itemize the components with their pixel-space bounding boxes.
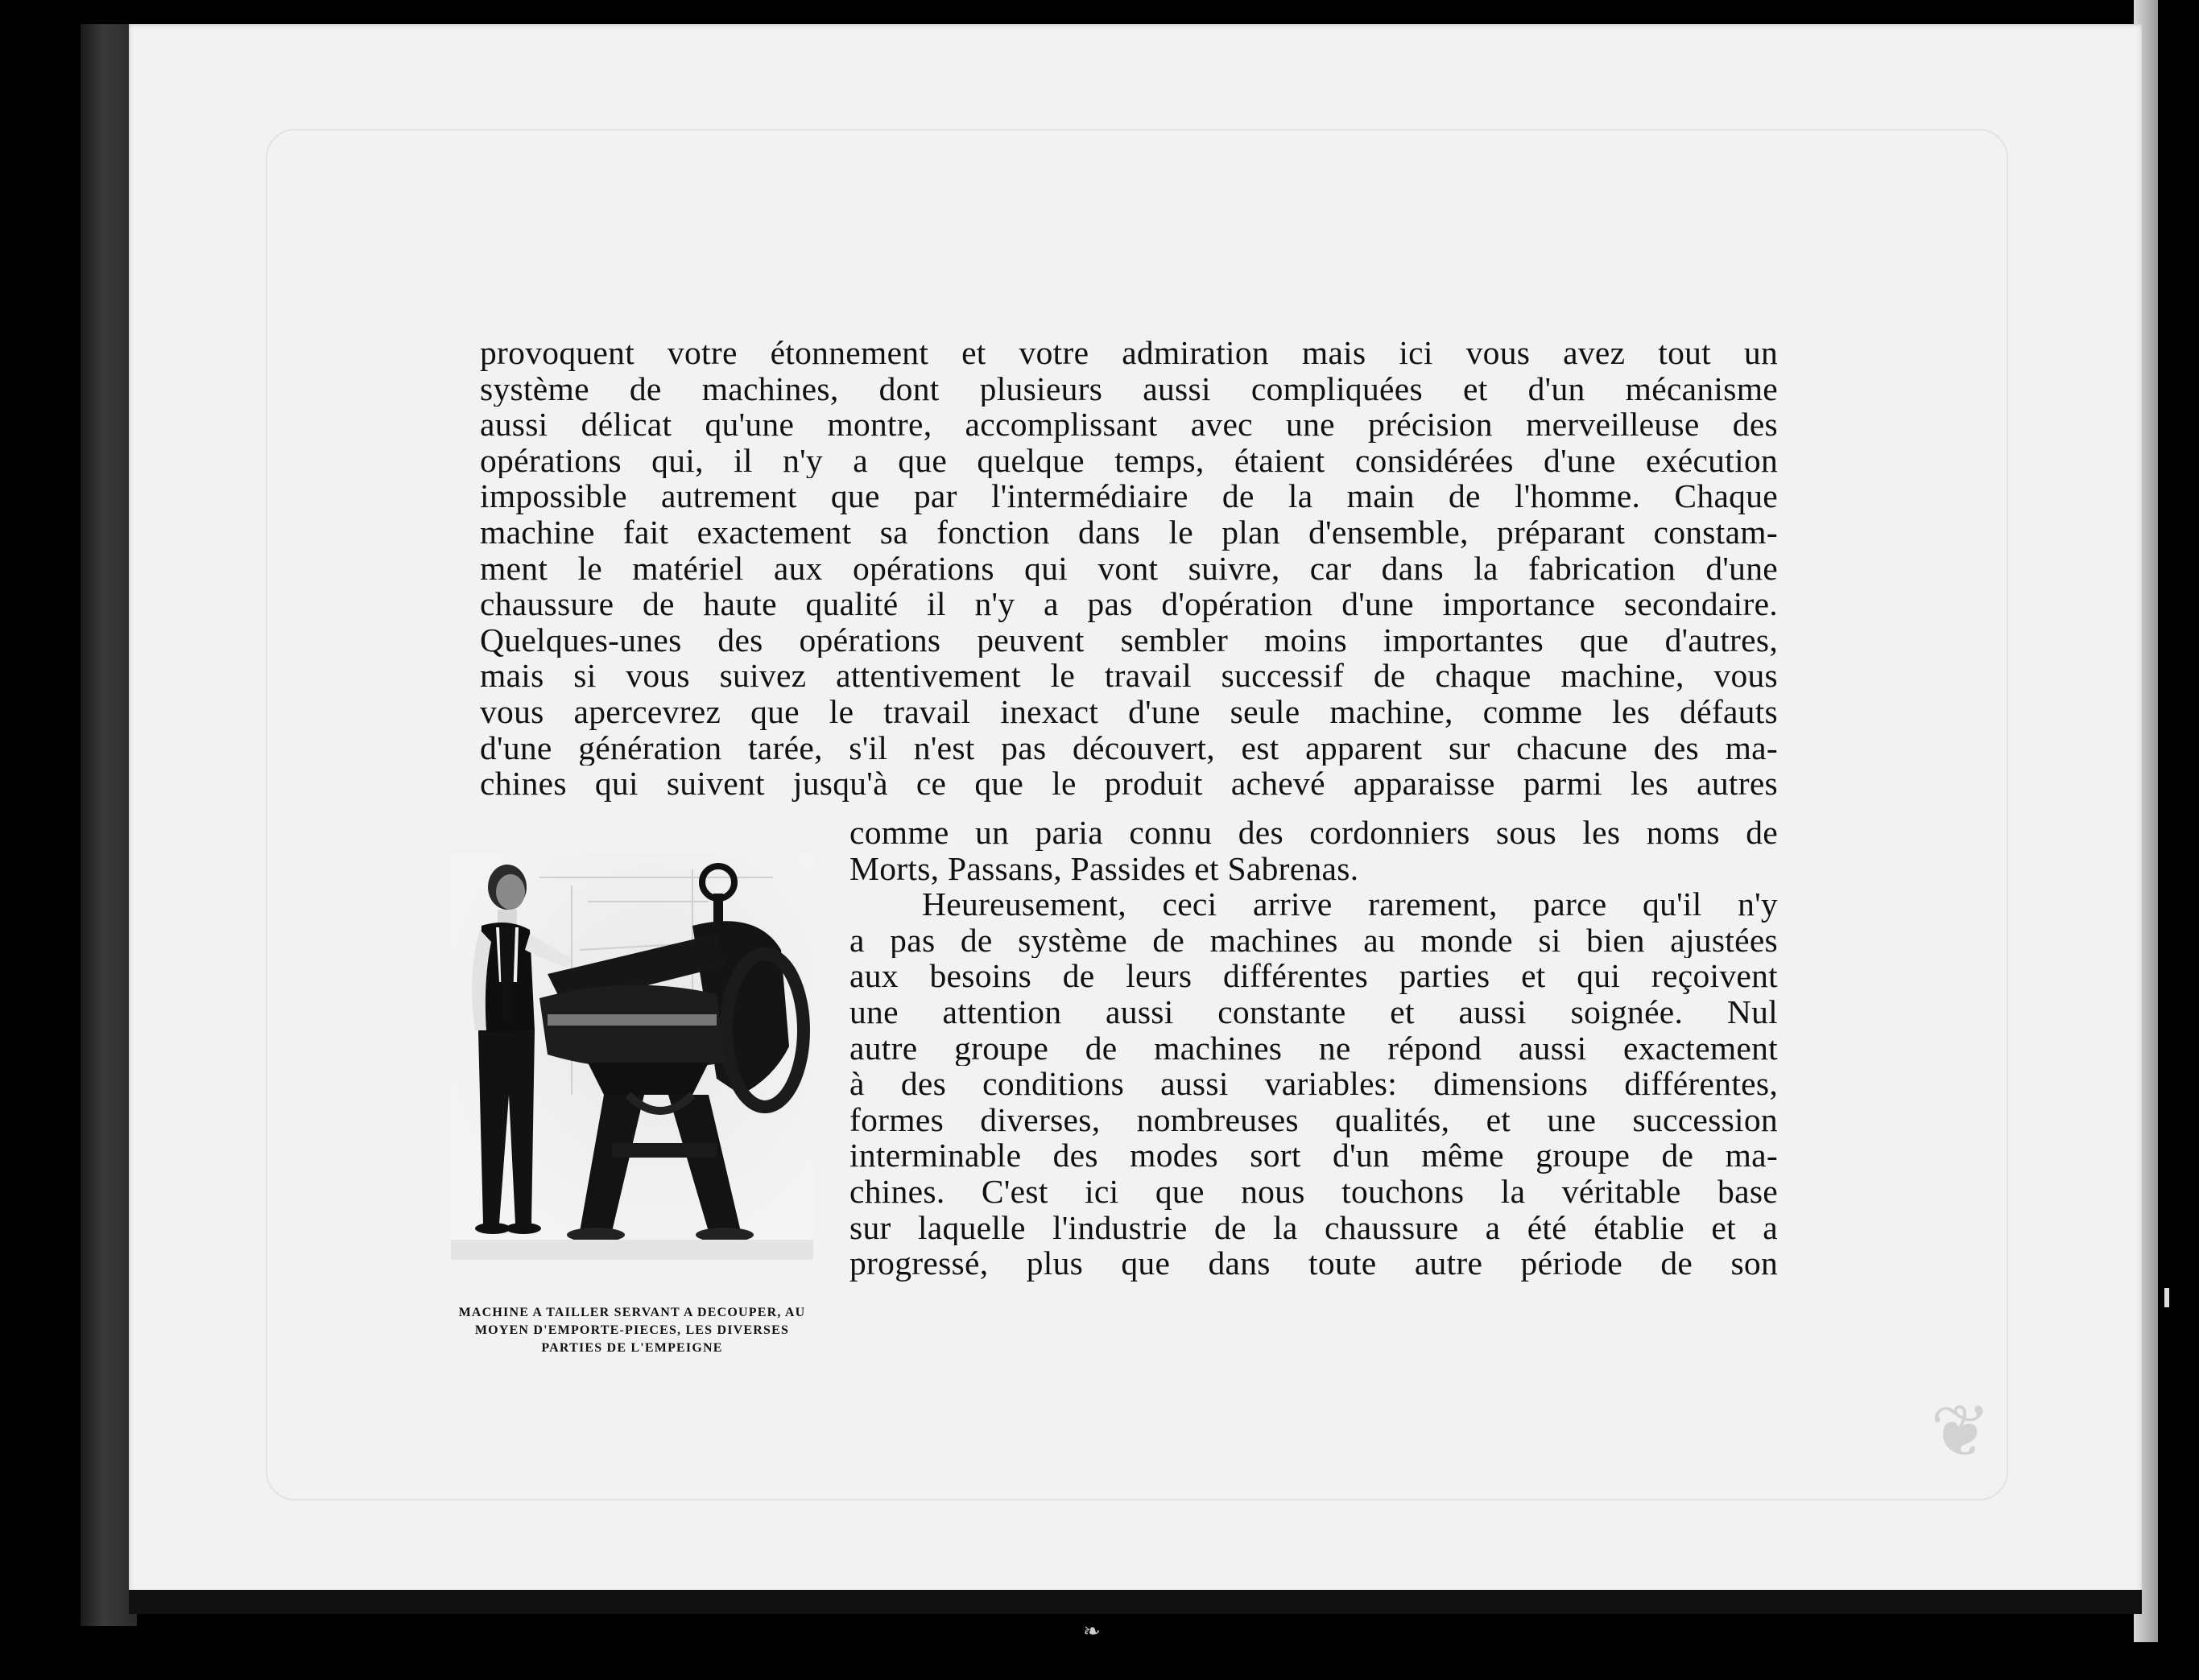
figure-caption: [415, 1304, 849, 1357]
text-line: chines. C'est ici que nous touchons la véritable base: [849, 1173, 1778, 1210]
text-line: Heureusement, ceci arrive rarement, parce qu'il n'y: [922, 886, 1778, 923]
text-line: vous apercevrez que le travail inexact d'une seule machine, comme les défauts: [480, 693, 1778, 730]
main-paragraph: [480, 335, 1778, 802]
corner-ornament-icon: ❦: [1930, 1393, 1991, 1472]
bottom-ornament-icon: ❧: [1083, 1620, 1101, 1643]
text-line: impossible autrement que par l'intermédiaire de la main de l'homme. Chaque: [480, 478, 1778, 514]
text-line: Quelques-unes des opérations peuvent sembler moins importantes que d'autres,: [480, 621, 1778, 658]
text-line: autre groupe de machines ne répond aussi exactement: [849, 1030, 1778, 1067]
machine-photograph: [451, 853, 813, 1260]
text-line: système de machines, dont plusieurs aussi compliquées et d'un mécanisme: [480, 370, 1778, 407]
text-line: sur laquelle l'industrie de la chaussure a été établie et a: [849, 1209, 1778, 1246]
text-line: à des conditions aussi variables: dimensions différentes,: [849, 1066, 1778, 1102]
caption-line: MOYEN D'EMPORTE-PIECES, LES DIVERSES: [474, 1323, 790, 1337]
text-line: ment le matériel aux opérations qui vont suivre, car dans la fabrication d'une: [480, 550, 1778, 587]
text-line: progressé, plus que dans toute autre période de son: [849, 1245, 1778, 1282]
text-line: formes diverses, nombreuses qualités, et une succession: [849, 1101, 1778, 1138]
text-line: chines qui suivent jusqu'à ce que le produit achevé apparaisse parmi les autres: [480, 766, 1778, 802]
text-line: interminable des modes sort d'un même groupe de ma-: [849, 1137, 1778, 1174]
text-line: aux besoins de leurs différentes parties et qui reçoivent: [849, 958, 1778, 994]
caption-line: PARTIES DE L'EMPEIGNE: [541, 1341, 723, 1355]
text-line: aussi délicat qu'une montre, accomplissant avec une précision merveilleuse des: [480, 407, 1778, 443]
text-line: a pas de système de machines au monde si bien ajustées: [849, 922, 1778, 959]
scan-artifact: [2164, 1288, 2169, 1307]
text-line: une attention aussi constante et aussi soignée. Nul: [849, 993, 1778, 1030]
caption-line: MACHINE A TAILLER SERVANT A DECOUPER, AU: [458, 1306, 806, 1319]
text-line: mais si vous suivez attentivement le travail successif de chaque machine, vous: [480, 658, 1778, 694]
text-line: d'une génération tarée, s'il n'est pas découvert, est apparent sur chacune des ma-: [480, 729, 1778, 766]
text-line: provoquent votre étonnement et votre admiration mais ici vous avez tout un: [480, 335, 1778, 371]
text-line: opérations qui, il n'y a que quelque temps, étaient considérées d'une exécution: [480, 442, 1778, 479]
text-line: machine fait exactement sa fonction dans le plan d'ensemble, préparant constam-: [480, 514, 1778, 551]
text-line: Morts, Passans, Passides et Sabrenas.: [849, 850, 1359, 887]
text-line: chaussure de haute qualité il n'y a pas d'opération d'une importance secondaire.: [480, 586, 1778, 622]
page-bottom-edge: [129, 1590, 2142, 1614]
side-paragraph: [849, 815, 1778, 1282]
text-line: comme un paria connu des cordonniers sous les noms de: [849, 815, 1778, 851]
